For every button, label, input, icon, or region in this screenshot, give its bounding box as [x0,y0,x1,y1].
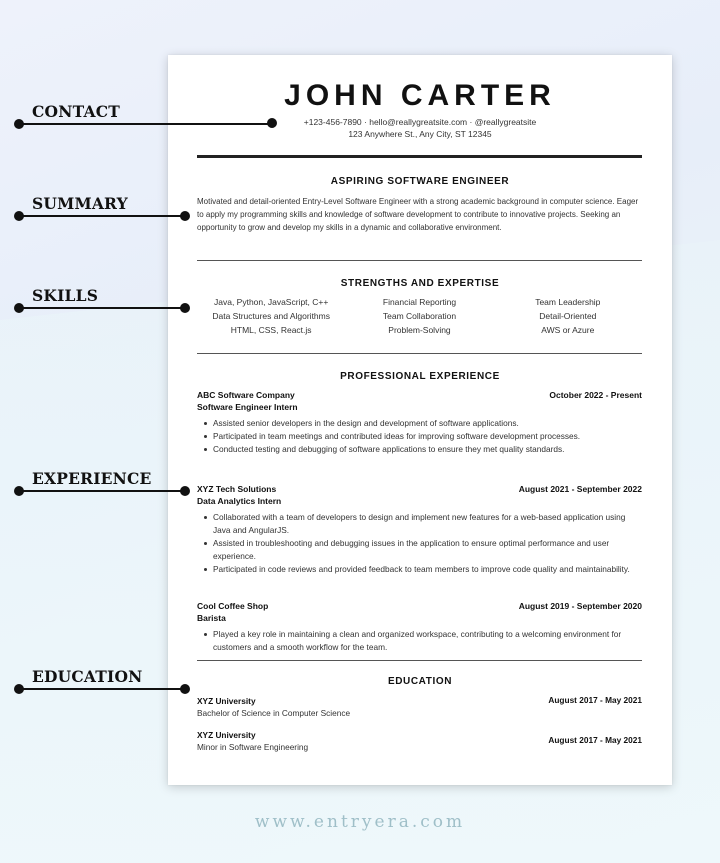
job-role: Data Analytics Intern [197,496,282,506]
job-bullets [197,628,642,654]
skills-grid [197,296,642,337]
callout-label: EXPERIENCE [32,469,152,488]
job-role: Software Engineer Intern [197,402,298,412]
job-company: Cool Coffee Shop [197,601,269,611]
callout-dot [14,119,24,129]
job-bullet: Collaborated with a team of developers to design and implement new features for a web-based application using Java and AngularJS. [197,511,642,537]
callout-skills [14,286,194,326]
callout-dot [14,303,24,313]
header-divider [197,155,642,158]
callout-education [14,667,194,707]
job-role: Barista [197,613,226,623]
resume-name: JOHN CARTER [284,79,556,112]
callout-label: EDUCATION [32,667,143,686]
education-school: XYZ University [197,696,256,706]
job-entry [197,483,642,576]
job-bullet: Assisted in troubleshooting and debugging issues in the application to ensure optimal performance and user experience. [197,537,642,563]
job-entry [197,389,642,456]
skills-title: STRENGTHS AND EXPERTISE [340,278,500,289]
skill-item: Team Collaboration [382,311,457,321]
education-dates: August 2017 - May 2021 [548,735,642,745]
skill-item: AWS or Azure [541,325,595,335]
job-company: XYZ Tech Solutions [197,484,277,494]
skill-item: Financial Reporting [382,297,457,307]
skill-item: Team Leadership [535,297,601,307]
summary-divider [197,260,642,261]
education-school: XYZ University [197,730,256,740]
callout-line [19,215,187,217]
education-degree: Minor in Software Engineering [197,742,309,752]
job-bullet: Played a key role in maintaining a clean and organized workspace, contributing to a welcoming environment for customers and a smooth workflow for the team. [197,628,642,654]
job-entry [197,600,642,654]
skill-item: Detail-Oriented [539,311,597,321]
callout-line [19,688,187,690]
callout-dot [180,684,190,694]
summary-title: ASPIRING SOFTWARE ENGINEER [330,176,510,187]
skills-divider [197,353,642,354]
experience-title: PROFESSIONAL EXPERIENCE [340,371,500,382]
callout-label: SKILLS [32,286,99,305]
callout-experience [14,469,194,509]
job-company: ABC Software Company [197,390,295,400]
footer-url[interactable]: www.entryera.com [254,812,466,832]
callout-dot [14,211,24,221]
callout-dot [267,118,277,128]
callout-summary [14,194,194,234]
callout-line [19,123,274,125]
job-bullet: Assisted senior developers in the design and development of software applications. [197,417,642,430]
callout-dot [180,486,190,496]
skill-item: HTML, CSS, React.js [230,325,312,335]
job-dates: October 2022 - Present [549,390,642,400]
summary-text: Motivated and detail-oriented Entry-Level Software Engineer with a strong academic background in computer science. Eager to apply my programming skills and knowledge of software development to contribute to innovative projects. Seeking an opportunity to grow and develop my skills in a dynamic and collaborative environment. [197,197,639,232]
skill-item: Data Structures and Algorithms [212,311,330,321]
callout-label: SUMMARY [32,194,128,213]
job-bullet: Participated in code reviews and provided feedback to team members to improve code quality and maintainability. [197,563,642,576]
skill-item: Java, Python, JavaScript, C++ [213,297,329,307]
callout-label: CONTACT [32,102,120,121]
callout-dot [180,303,190,313]
education-title: EDUCATION [387,676,453,687]
education-degree: Bachelor of Science in Computer Science [197,708,351,718]
callout-dot [180,211,190,221]
job-bullet: Conducted testing and debugging of software applications to ensure they met quality standards. [197,443,642,456]
job-dates: August 2021 - September 2022 [518,484,642,494]
job-bullets [197,417,642,456]
skill-item: Problem-Solving [388,325,451,335]
education-entry [197,729,642,754]
education-dates: August 2017 - May 2021 [548,695,642,705]
contact-line-1: +123-456-7890 · hello@reallygreatsite.com · @reallygreatsite [303,117,537,127]
contact-line-2: 123 Anywhere St., Any City, ST 12345 [348,129,492,139]
resume-page [168,55,672,785]
callout-line [19,307,187,309]
job-bullet: Participated in team meetings and contributed ideas for improving software development processes. [197,430,642,443]
callout-dot [14,684,24,694]
education-entry [197,695,642,720]
callout-contact [14,102,194,142]
job-bullets [197,511,642,576]
experience-divider [197,660,642,661]
job-dates: August 2019 - September 2020 [518,601,642,611]
callout-line [19,490,187,492]
callout-dot [14,486,24,496]
